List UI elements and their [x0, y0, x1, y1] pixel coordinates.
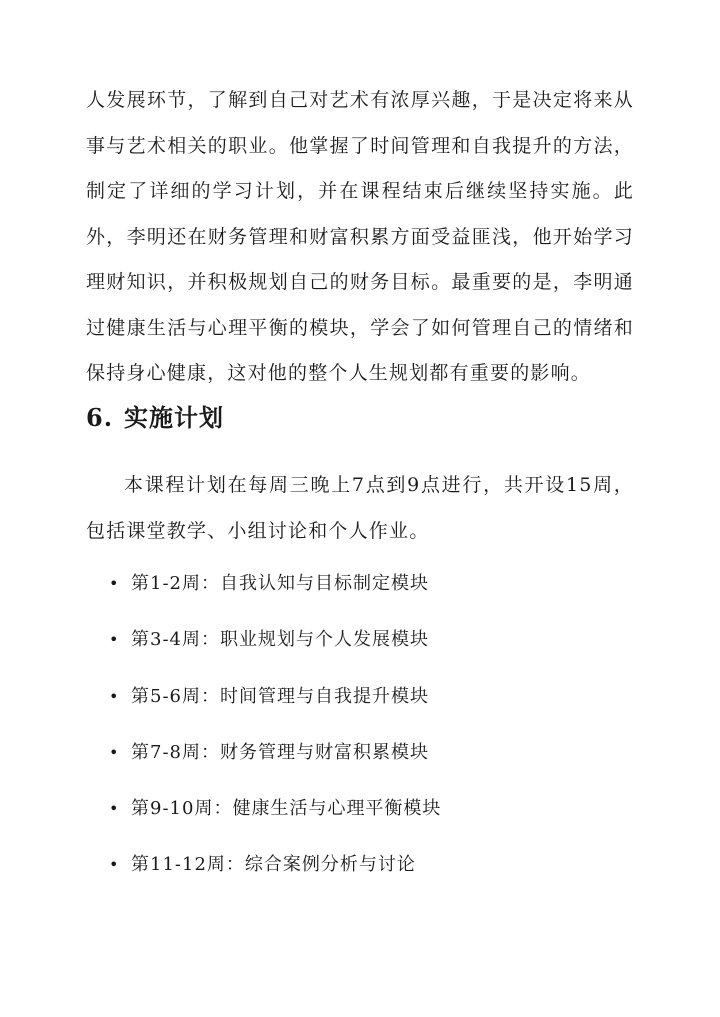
- bullet-icon: •: [109, 742, 120, 762]
- section-number: 6.: [86, 403, 114, 432]
- list-item: [0, 618, 720, 674]
- plan-paragraph: 本课程计划在每周三晚上7点到9点进行，共开设15周，包括课堂教学、小组讨论和个人作业。: [86, 474, 634, 542]
- schedule-list: [0, 562, 720, 900]
- list-item-text: 第7-8周：财务管理与财富积累模块: [131, 741, 429, 763]
- bullet-icon: •: [109, 686, 120, 706]
- list-item-text: 第11-12周：综合案例分析与讨论: [131, 854, 416, 876]
- list-item: [0, 562, 720, 618]
- intro-paragraph: 人发展环节，了解到自己对艺术有浓厚兴趣，于是决定将来从事与艺术相关的职业。他掌握了时间管理和自我提升的方法，制定了详细的学习计划，并在课程结束后继续坚持实施。此外，李明还在财务管理和财富积累方面受益匪浅，他开始学习理财知识，并积极规划自己的财务目标。最重要的是，李明通过健康生活与心理平衡的模块，学会了如何管理自己的情绪和保持身心健康，这对他的整个人生规划都有重要的影响。: [86, 89, 634, 384]
- list-item-text: 第9-10周：健康生活与心理平衡模块: [131, 798, 442, 820]
- list-item-text: 第5-6周：时间管理与自我提升模块: [131, 685, 429, 707]
- section-title: 实施计划: [124, 403, 224, 432]
- bullet-icon: •: [109, 630, 120, 650]
- list-item-text: 第1-2周：自我认知与目标制定模块: [131, 573, 429, 594]
- list-item: [0, 675, 720, 731]
- section-heading: [86, 398, 224, 438]
- list-item: [0, 787, 720, 843]
- list-item-text: 第3-4周：职业规划与个人发展模块: [131, 629, 429, 651]
- list-item: [0, 843, 720, 899]
- bullet-icon: •: [109, 574, 120, 593]
- bullet-icon: •: [109, 855, 120, 875]
- bullet-icon: •: [109, 799, 120, 819]
- list-item: [0, 731, 720, 787]
